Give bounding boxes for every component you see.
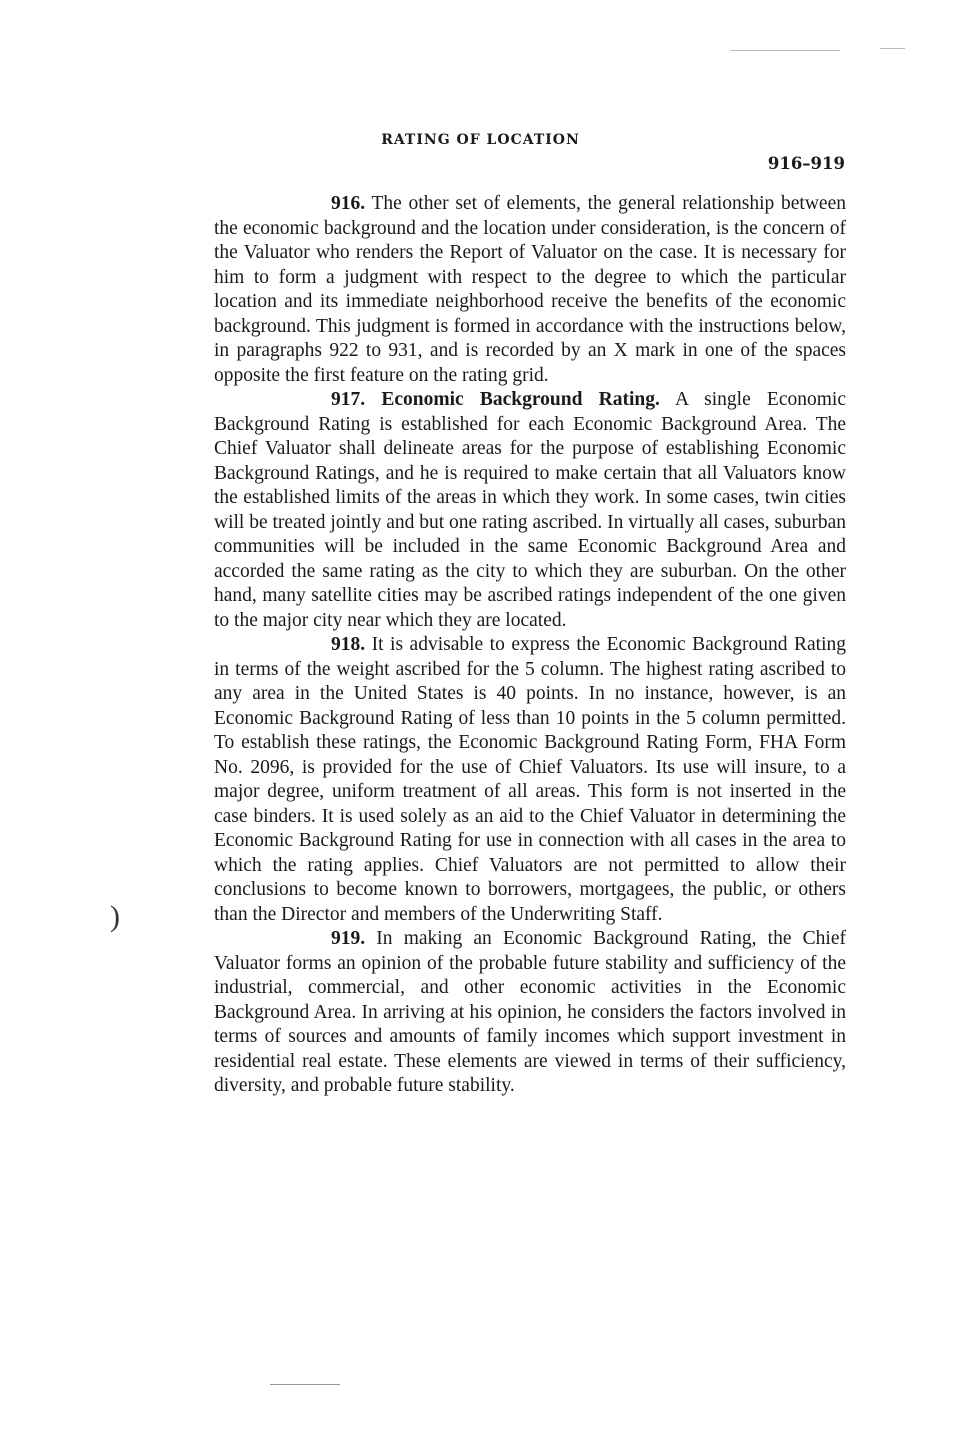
page-range: 916–919 <box>767 154 845 173</box>
paragraph-heading: Economic Background Rating. <box>381 389 660 410</box>
running-head-title: RATING OF LOCATION <box>381 132 580 148</box>
scan-artifact-top-line <box>730 50 840 51</box>
scan-artifact-top-line <box>880 48 905 49</box>
paragraph-text: It is advisable to express the Economic Background Rating in terms of the weight ascribed for the 5 column. The highest rating ascribed to any area in the United States is 40 points. In no instance, however, is an Economic Background Rating of less than 10 points in the 5 column permitted. To establish these ratings, the Economic Background Rating Form, FHA Form No. 2096, is provided for the use of Chief Valuators. Its use will insure, to a major degree, uniform treatment of all areas. This form is not inserted in the case binders. It is used solely as an aid to the Chief Valuator in determining the Economic Background Rating for use in connection with all cases in the area to which the rating applies. Chief Valuators are not permitted to allow their conclusions to become known to borrowers, mortgagees, the public, or others than the Director and members of the Underwriting Staff. <box>214 634 846 925</box>
paragraph-number: 918. <box>331 634 366 655</box>
paragraph-919 <box>214 927 846 1099</box>
paragraph-text: In making an Economic Background Rating, the Chief Valuator forms an opinion of the probable future stability and sufficiency of the industrial, commercial, and other economic activities in the Economic Background Area. In arriving at his opinion, he considers the factors involved in terms of sources and amounts of family incomes which support investment in residential real estate. These elements are viewed in terms of their sufficiency, diversity, and probable future stability. <box>214 928 846 1096</box>
paragraph-917 <box>214 388 846 633</box>
paragraph-text: A single Economic Background Rating is established for each Economic Background Area. The Chief Valuator shall delineate areas for the purpose of establishing Economic Background Ratings, and he is required to make certain that all Valuators know the established limits of the areas in which they work. In some cases, twin cities will be treated jointly and but one rating ascribed. In virtually all cases, suburban communities will be included in the same Economic Background Area and accorded the same rating as the city to which they are suburban. On the other hand, many satellite cities may be ascribed ratings independent of the one given to the major city near which they are located. <box>214 389 846 631</box>
paragraph-number: 916. <box>331 193 366 214</box>
scan-artifact-bottom-line <box>270 1384 340 1385</box>
paragraph-number: 917. <box>331 389 366 410</box>
margin-bracket-mark: ) <box>110 900 120 933</box>
paragraph-number: 919. <box>331 928 366 949</box>
paragraph-916 <box>214 192 846 388</box>
body-text <box>214 192 846 1099</box>
paragraph-918 <box>214 633 846 927</box>
paragraph-text: The other set of elements, the general relationship between the economic background and the location under consideration, is the concern of the Valuator who renders the Report of Valuator on the case. It is necessary for him to form a judgment with respect to the degree to which the particular location and its immediate neighborhood receive the benefits of the economic background. This judgment is formed in accordance with the instructions below, in paragraphs 922 to 931, and is recorded by an X mark in one of the spaces opposite the first feature on the rating grid. <box>214 193 846 386</box>
